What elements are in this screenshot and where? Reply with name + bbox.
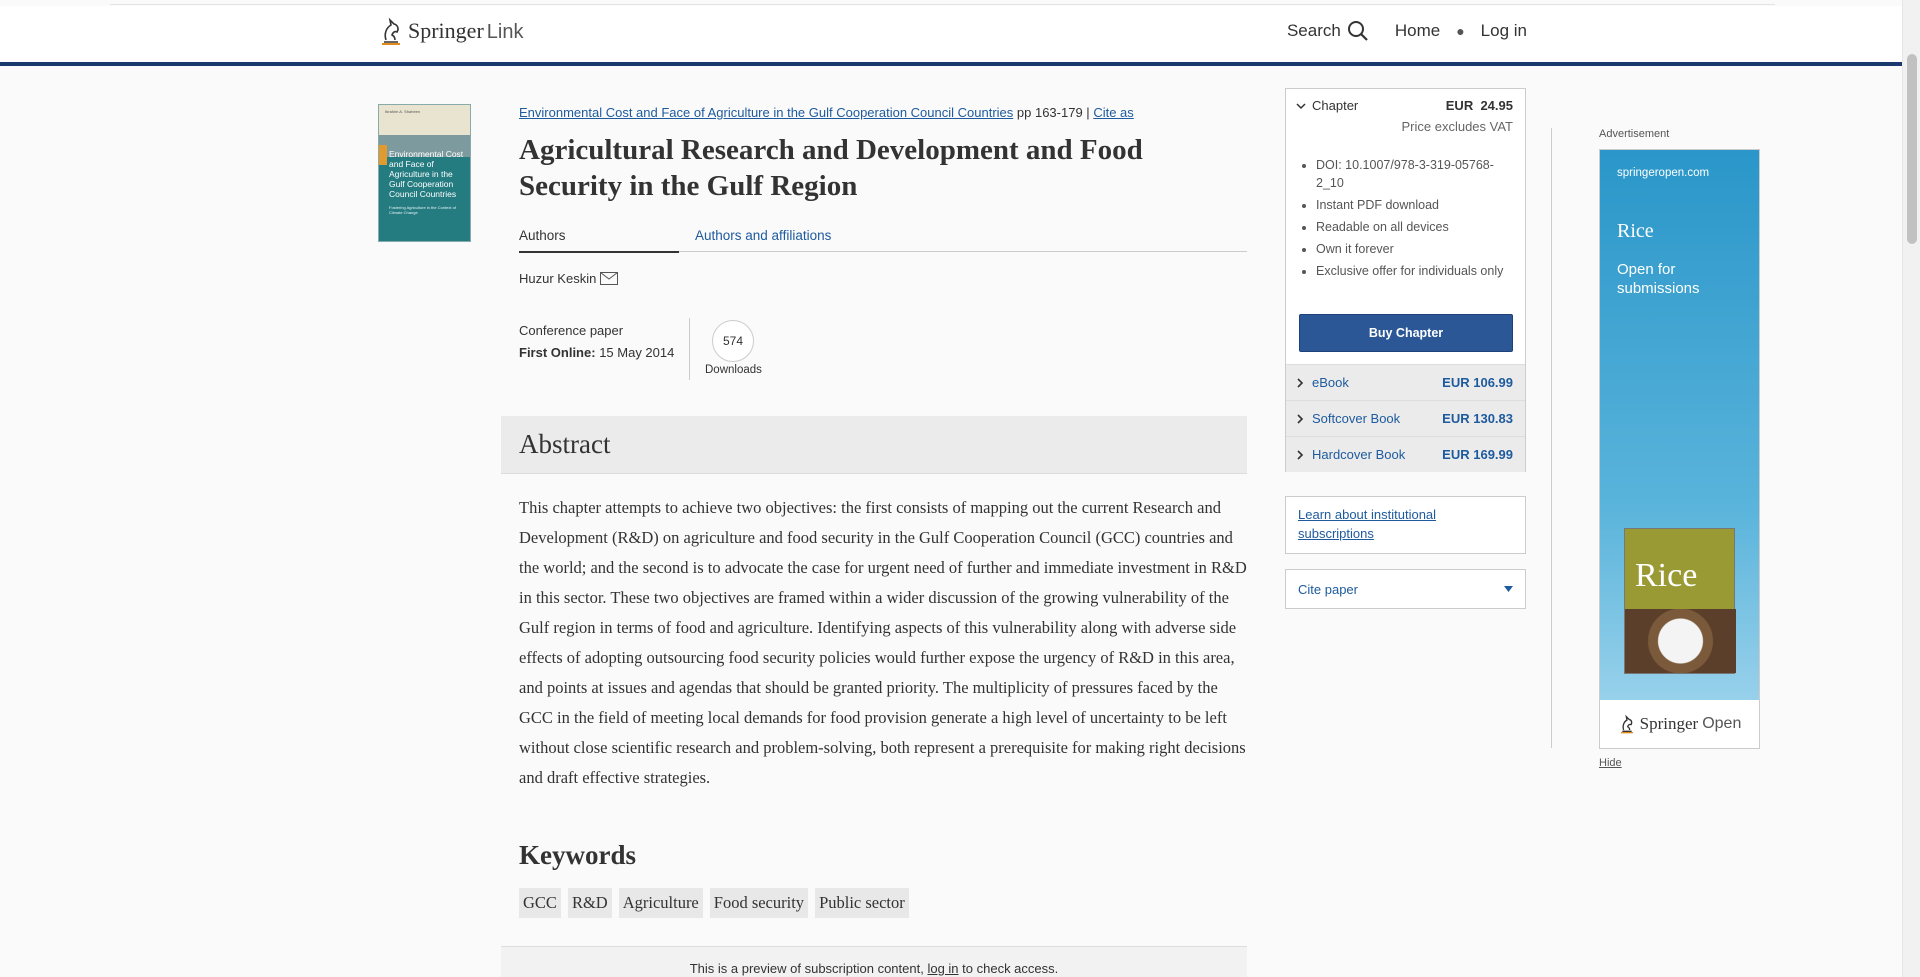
author-name[interactable]: Huzur Keskin (519, 271, 597, 286)
site-header (0, 6, 1902, 66)
preview-login-link[interactable]: log in (927, 961, 959, 976)
feature-item: • Exclusive offer for individuals only (1316, 262, 1516, 280)
home-link[interactable]: Home (1394, 21, 1441, 40)
page-range: pp 163-179 (1016, 105, 1083, 120)
cite-paper-label: Cite paper (1298, 581, 1358, 597)
book-cover-image[interactable] (378, 104, 471, 242)
chevron-right-icon (1296, 378, 1304, 388)
springer-link-logo[interactable] (378, 16, 523, 46)
search-button[interactable] (1287, 20, 1369, 42)
tab-authors[interactable]: Authors (519, 228, 679, 253)
ad-subtitle: Open for submissions (1617, 261, 1700, 297)
cover-subtitle: Fostering Agriculture in the Context of Climate Change (389, 205, 456, 215)
book-title-link[interactable]: Environmental Cost and Face of Agriculture in the Gulf Cooperation Council Countries (519, 105, 1014, 120)
format-name: eBook (1312, 375, 1349, 390)
author-tabs (519, 226, 1247, 252)
page-scrollbar[interactable] (1902, 0, 1920, 977)
chevron-down-icon (1296, 102, 1306, 110)
keyword-tag[interactable]: Public sector (815, 888, 909, 918)
chapter-toggle[interactable] (1296, 98, 1358, 113)
browser-top-strip (110, 0, 1775, 5)
meta-divider (689, 318, 690, 380)
cover-editor: Ibrahim A. Shaheen (385, 109, 421, 114)
logo-text: Springer Link (408, 18, 524, 43)
format-name: Softcover Book (1312, 411, 1401, 426)
chapter-label: Chapter (1312, 98, 1359, 113)
author-entry (519, 271, 618, 286)
format-price: EUR 169.99 (1442, 447, 1513, 462)
abstract-section-header (501, 416, 1247, 474)
cite-as-link[interactable]: Cite as (1093, 105, 1134, 120)
first-online (519, 342, 674, 364)
book-reference (519, 105, 1134, 120)
first-online-label: First Online: (519, 345, 596, 360)
preview-notice (501, 946, 1247, 977)
sidebar-divider (1551, 128, 1552, 748)
buy-chapter-button[interactable]: Buy Chapter (1299, 314, 1513, 352)
format-hardcover[interactable] (1286, 436, 1525, 472)
keyword-tag[interactable]: R&D (568, 888, 612, 918)
rice-bowl-image (1625, 609, 1736, 673)
price-vat-note: Price excludes VAT (1401, 119, 1513, 134)
chapter-features (1316, 156, 1516, 284)
format-ebook[interactable] (1286, 364, 1525, 400)
feature-item: • Readable on all devices (1316, 218, 1516, 236)
abstract-heading: Abstract (519, 429, 611, 459)
chapter-price (1446, 98, 1513, 113)
format-price: EUR 106.99 (1442, 375, 1513, 390)
keyword-tag[interactable]: Agriculture (619, 888, 703, 918)
first-online-date: 15 May 2014 (599, 345, 675, 360)
chapter-title: Agricultural Research and Development and Food Security in the Gulf Region (519, 134, 1143, 202)
preview-text-end: to check access. (962, 961, 1059, 976)
keyword-tag[interactable]: Food security (710, 888, 808, 918)
ad-title: Rice (1617, 220, 1654, 242)
institutional-box (1285, 496, 1526, 554)
format-name: Hardcover Book (1312, 447, 1406, 462)
feature-item: • Own it forever (1316, 240, 1516, 258)
ad-book-title: Rice (1635, 557, 1698, 594)
abstract-text: This chapter attempts to achieve two objectives: the first consists of mapping out the current Research and Development (R&D) on agriculture and food security in the Gulf Cooperation Council (GCC) countries and the world; and the second is to advocate the case for urgent need of further and immediate investment in R&D in this sector. These two objectives are framed within a wider discussion of the growing vulnerability of the Gulf region in terms of food and agriculture. Identifying aspects of this vulnerability along with adverse side effects of adopting outsourcing food security policies would further expose the urgency of R&D in this area, and points at issues and agendas that should be granted priority. The multiplicity of pressures faced by the GCC in the field of meeting local demands for food provision generate a high level of uncertainty to be left without close scientific research and problem-solving, both represent a prerequisite for making right decisions and draft effective strategies. (519, 498, 1247, 787)
email-icon[interactable] (600, 272, 618, 285)
downloads-count: 574 (712, 320, 754, 362)
search-icon (1347, 20, 1369, 42)
header-nav (1287, 20, 1527, 42)
scrollbar-thumb[interactable] (1907, 54, 1917, 244)
keywords-heading: Keywords (519, 840, 636, 870)
chapter-buy-box (1285, 88, 1526, 472)
price-currency: EUR (1445, 98, 1474, 113)
institutional-subscriptions-link[interactable]: Learn about institutional subscriptions (1298, 507, 1437, 541)
caret-down-icon (1504, 586, 1513, 592)
preview-text: This is a preview of subscription content, (689, 961, 924, 976)
separator: | (1086, 105, 1090, 120)
nav-separator: ● (1456, 23, 1465, 39)
ad-site: springeropen.com (1617, 167, 1710, 179)
content-type: Conference paper (519, 323, 624, 338)
format-price: EUR 130.83 (1442, 411, 1513, 426)
springer-open-logo (1600, 700, 1759, 748)
ad-footer-suffix: Open (1702, 715, 1742, 732)
chevron-right-icon (1296, 450, 1304, 460)
advertisement-banner[interactable] (1599, 149, 1760, 749)
ad-footer-brand: Springer (1639, 714, 1699, 733)
format-softcover[interactable] (1286, 400, 1525, 436)
keyword-tag[interactable]: GCC (519, 888, 561, 918)
springer-horse-icon (378, 16, 404, 46)
search-label: Search (1286, 21, 1341, 40)
login-link[interactable]: Log in (1480, 21, 1527, 40)
chapter-meta (519, 320, 674, 364)
cover-accent (379, 145, 387, 165)
cover-title: Environmental Cost and Face of Agriculture in the Gulf Cooperation Council Countries (389, 149, 464, 199)
feature-item: • Instant PDF download (1316, 196, 1516, 214)
tab-authors-affiliations[interactable]: Authors and affiliations (695, 228, 832, 243)
springer-horse-icon (1618, 714, 1636, 734)
feature-item: • DOI: 10.1007/978-3-319-05768-2_10 (1316, 156, 1516, 192)
chevron-right-icon (1296, 414, 1304, 424)
advertisement-label: Advertisement (1599, 128, 1670, 140)
ad-book-cover (1624, 528, 1735, 674)
cite-paper-dropdown[interactable] (1285, 569, 1526, 609)
downloads-label: Downloads (705, 364, 762, 376)
price-value: 24.95 (1480, 98, 1513, 113)
keywords-list (519, 888, 909, 918)
hide-ad-link[interactable]: Hide (1599, 757, 1622, 769)
